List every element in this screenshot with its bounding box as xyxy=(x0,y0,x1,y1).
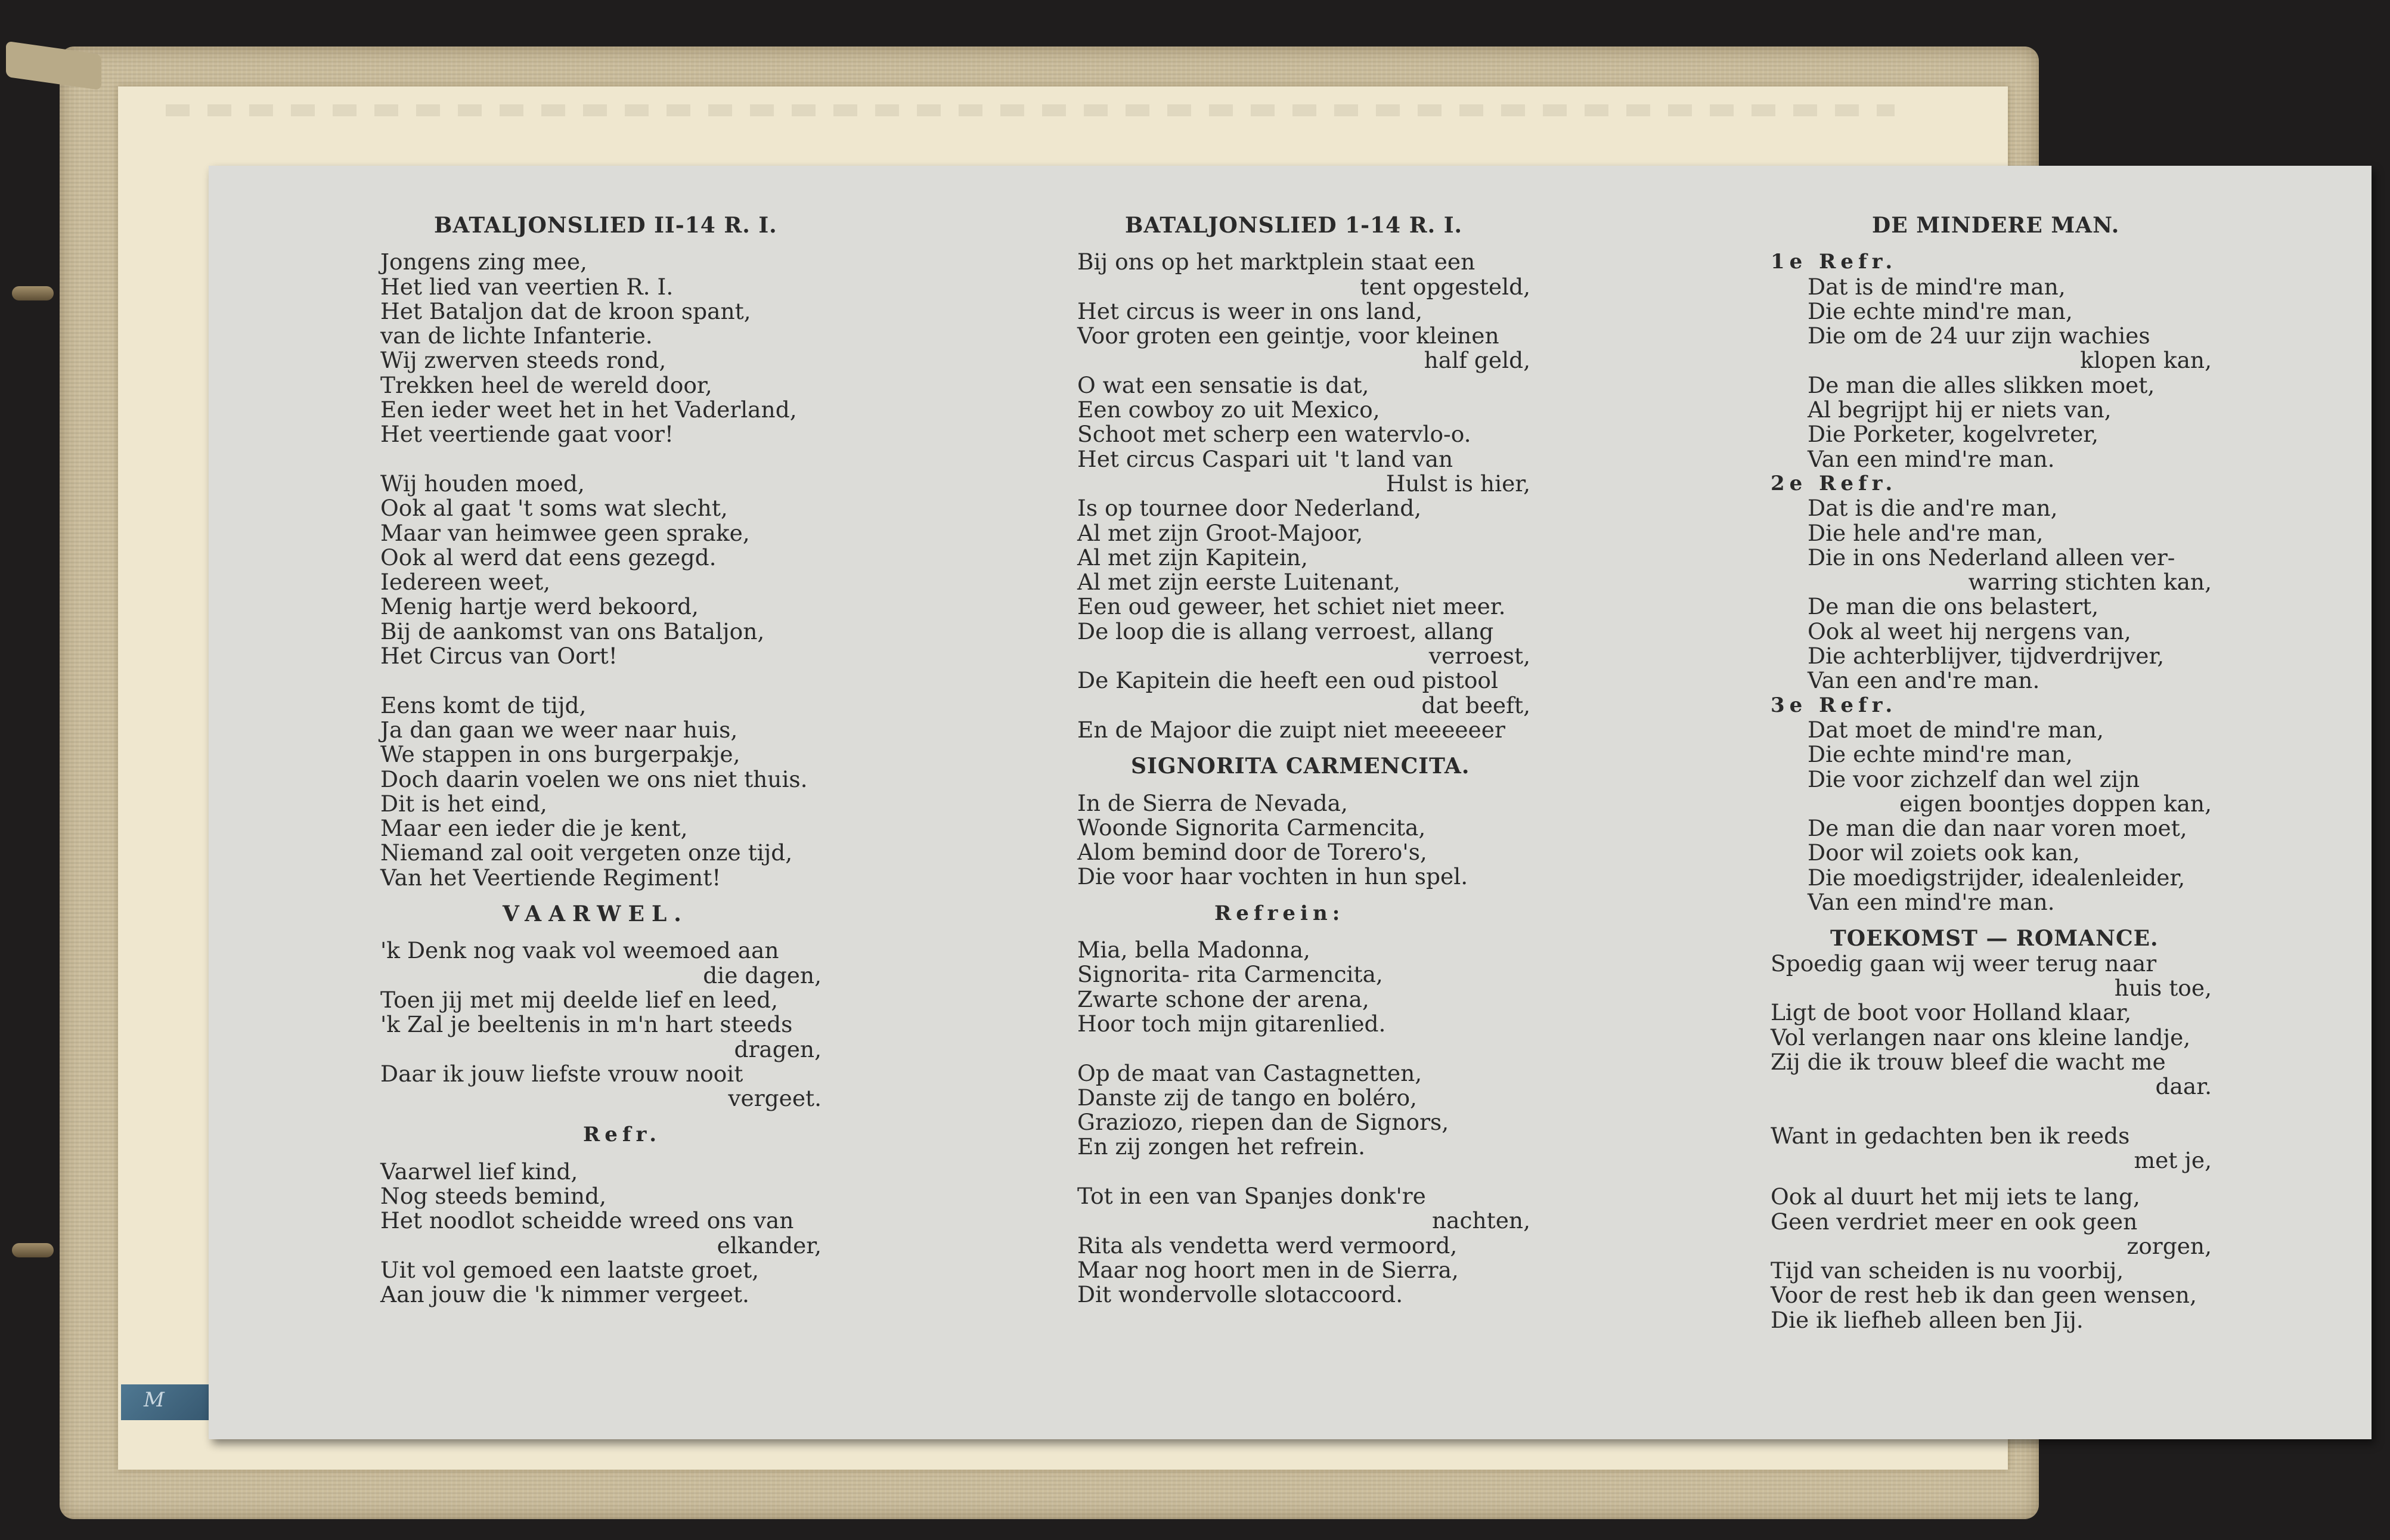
lyric-line: Schoot met scherp een watervlo-o. xyxy=(1077,421,1471,448)
lyric-line: De man die ons belastert, xyxy=(1808,593,2099,620)
lyric-line: dragen, xyxy=(734,1036,822,1062)
verse xyxy=(1077,791,1530,890)
lyric-line: Dat moet de mind're man, xyxy=(1808,716,2104,743)
lyric-line: Maar een ieder die je kent, xyxy=(380,815,688,842)
lyric-line: Is op tournee door Nederland, xyxy=(1077,495,1422,522)
refrain-title: 2e Refr. xyxy=(1771,471,1898,495)
lyric-line: Bij ons op het marktplein staat een xyxy=(1077,249,1475,275)
column-middle xyxy=(1077,213,1530,1307)
verse xyxy=(1077,1061,1530,1160)
lyric-line: Van een mind're man. xyxy=(1808,889,2055,916)
verse xyxy=(380,1160,822,1307)
lyric-line: Een ieder weet het in het Vaderland, xyxy=(380,396,797,423)
lyric-line: Ook al werd dat eens gezegd. xyxy=(380,544,717,571)
lyric-line: Die moedigstrijder, idealenleider, xyxy=(1808,864,2186,891)
lyric-line: Maar van heimwee geen sprake, xyxy=(380,519,750,546)
lyric-line: daar. xyxy=(2155,1073,2212,1100)
lyric-line: Zij die ik trouw bleef die wacht me xyxy=(1771,1048,2166,1075)
song-title: SIGNORITA CARMENCITA. xyxy=(1131,754,1470,779)
lyric-line: Jongens zing mee, xyxy=(380,249,587,275)
lyric-line: Al begrijpt hij er niets van, xyxy=(1808,396,2112,423)
lyric-line: Ook al gaat 't soms wat slecht, xyxy=(380,495,728,522)
lyric-line: huis toe, xyxy=(2114,974,2212,1001)
verse xyxy=(380,250,822,447)
verse xyxy=(380,938,822,1111)
lyric-line: Ook al weet hij nergens van, xyxy=(1808,618,2131,644)
lyric-line: warring stichten kan, xyxy=(1968,569,2212,596)
lyric-line: Die achterblijver, tijdverdrijver, xyxy=(1808,643,2165,670)
lyric-line: Voor groten een geintje, voor kleinen xyxy=(1077,323,1499,349)
lyric-line: Vaarwel lief kind, xyxy=(380,1158,578,1185)
lyric-line: Vol verlangen naar ons kleine landje, xyxy=(1771,1024,2191,1051)
lyric-line: En zij zongen het refrein. xyxy=(1077,1133,1366,1160)
lyric-line: De man die alles slikken moet, xyxy=(1808,371,2155,398)
lyric-line: Van een and're man. xyxy=(1808,667,2040,694)
lyric-line: Mia, bella Madonna, xyxy=(1077,937,1310,963)
lyric-line: nachten, xyxy=(1432,1207,1530,1234)
lyric-line: Die echte mind're man, xyxy=(1808,741,2073,768)
lyric-line: klopen kan, xyxy=(2080,347,2212,374)
lyric-line: Tot in een van Spanjes donk're xyxy=(1077,1182,1426,1209)
lyric-line: Het Circus van Oort! xyxy=(380,643,618,670)
lyric-line: Eens komt de tijd, xyxy=(380,692,587,718)
lyric-line: Ja dan gaan we weer naar huis, xyxy=(380,716,738,743)
lyric-line: Bij de aankomst van ons Bataljon, xyxy=(380,618,765,644)
verse xyxy=(1771,952,2212,1099)
lyric-line: Graziozo, riepen dan de Signors, xyxy=(1077,1109,1449,1136)
lyric-line: Uit vol gemoed een laatste groet, xyxy=(380,1256,760,1283)
lyric-line: 'k Denk nog vaak vol weemoed aan xyxy=(380,937,779,964)
verse xyxy=(1771,275,2212,472)
lyric-line: Die echte mind're man, xyxy=(1808,298,2073,324)
refrain-title: Refr. xyxy=(583,1123,662,1147)
verse xyxy=(1771,496,2212,693)
lyric-line: Wij zwerven steeds rond, xyxy=(380,347,667,374)
lyric-line: half geld, xyxy=(1424,347,1530,374)
lyric-line: tent opgesteld, xyxy=(1360,273,1530,300)
lyric-line: Al met zijn eerste Luitenant, xyxy=(1077,569,1400,596)
lyric-line: zorgen, xyxy=(2126,1232,2212,1259)
verse xyxy=(1771,1185,2212,1333)
lyric-line: De Kapitein die heeft een oud pistool xyxy=(1077,667,1498,694)
lyric-line: dat beeft, xyxy=(1421,692,1530,718)
lyric-line: Al met zijn Kapitein, xyxy=(1077,544,1308,571)
lyric-line: O wat een sensatie is dat, xyxy=(1077,371,1369,398)
lyric-line: die dagen, xyxy=(703,962,822,989)
binder-ring xyxy=(12,1243,54,1257)
lyric-line: Voor de rest heb ik dan geen wensen, xyxy=(1771,1282,2197,1309)
lyric-line: Wij houden moed, xyxy=(380,470,585,497)
lyric-line: Die hele and're man, xyxy=(1808,519,2044,546)
verse xyxy=(1077,1184,1530,1307)
lyric-line: Van een mind're man. xyxy=(1808,445,2055,472)
lyric-line: De loop die is allang verroest, allang xyxy=(1077,618,1494,644)
song-sheet xyxy=(209,166,2372,1439)
lyric-line: De man die dan naar voren moet, xyxy=(1808,815,2187,842)
lyric-line: Geen verdriet meer en ook geen xyxy=(1771,1208,2138,1235)
lyric-line: Op de maat van Castagnetten, xyxy=(1077,1059,1422,1086)
lyric-line: Dat is de mind're man, xyxy=(1808,273,2066,300)
song-title: VAARWEL. xyxy=(503,901,689,927)
lyric-line: Iedereen weet, xyxy=(380,569,551,596)
verse xyxy=(1077,250,1530,742)
verse xyxy=(1771,1124,2212,1173)
verse xyxy=(1077,938,1530,1036)
lyric-line: Dit wondervolle slotaccoord. xyxy=(1077,1281,1403,1308)
song-title: BATALJONSLIED 1-14 R. I. xyxy=(1125,213,1463,238)
lyric-line: met je, xyxy=(2134,1147,2212,1173)
song-title: TOEKOMST — ROMANCE. xyxy=(1830,926,2159,952)
lyric-line: elkander, xyxy=(717,1232,822,1259)
lyric-line: Die in ons Nederland alleen ver- xyxy=(1808,544,2175,571)
lyric-line: Een cowboy zo uit Mexico, xyxy=(1077,396,1380,423)
lyric-line: 'k Zal je beeltenis in m'n hart steeds xyxy=(380,1011,793,1038)
lyric-line: Alom bemind door de Torero's, xyxy=(1077,839,1427,866)
lyric-line: Menig hartje werd bekoord, xyxy=(380,593,699,620)
refrain-title: 1e Refr. xyxy=(1771,250,1898,274)
lyric-line: Hoor toch mijn gitarenlied. xyxy=(1077,1010,1386,1037)
lyric-line: Die ik liefheb alleen ben Jij. xyxy=(1771,1306,2084,1333)
lyric-line: Al met zijn Groot-Majoor, xyxy=(1077,519,1363,546)
lyric-line: Woonde Signorita Carmencita, xyxy=(1077,814,1426,841)
lyric-line: Spoedig gaan wij weer terug naar xyxy=(1771,950,2157,977)
lyric-line: Doch daarin voelen we ons niet thuis. xyxy=(380,766,808,792)
lyric-line: Die Porketer, kogelvreter, xyxy=(1808,421,2098,448)
song-title: DE MINDERE MAN. xyxy=(1872,213,2120,238)
lyric-line: Ook al duurt het mij iets te lang, xyxy=(1771,1183,2140,1210)
lyric-line: Tijd van scheiden is nu voorbij, xyxy=(1771,1257,2124,1284)
lyric-line: Rita als vendetta werd vermoord, xyxy=(1077,1232,1458,1259)
lyric-line: Hulst is hier, xyxy=(1385,470,1530,497)
lyric-line: We stappen in ons burgerpakje, xyxy=(380,741,740,768)
lyric-line: Dat is die and're man, xyxy=(1808,495,2058,522)
lyric-line: Het lied van veertien R. I. xyxy=(380,273,674,300)
lyric-line: Niemand zal ooit vergeten onze tijd, xyxy=(380,839,793,866)
lyric-line: En de Majoor die zuipt niet meeeeeer xyxy=(1077,716,1505,743)
lyric-line: Toen jij met mij deelde lief en leed, xyxy=(380,986,778,1013)
lyric-line: Danste zij de tango en boléro, xyxy=(1077,1084,1417,1111)
verse xyxy=(380,693,822,890)
lyric-line: Ligt de boot voor Holland klaar, xyxy=(1771,999,2132,1026)
lyric-line: verroest, xyxy=(1428,643,1530,670)
lyric-line: Signorita- rita Carmencita, xyxy=(1077,961,1383,988)
lyric-line: Het noodlot scheidde wreed ons van xyxy=(380,1207,794,1234)
verse xyxy=(380,472,822,668)
lyric-line: Die voor zichzelf dan wel zijn xyxy=(1808,766,2140,792)
refrain-title: Refrein: xyxy=(1214,901,1345,925)
lyric-line: Maar nog hoort men in de Sierra, xyxy=(1077,1256,1459,1283)
lyric-line: Trekken heel de wereld door, xyxy=(380,371,712,398)
lyric-line: Die voor haar vochten in hun spel. xyxy=(1077,863,1468,890)
lyric-line: Want in gedachten ben ik reeds xyxy=(1771,1122,2130,1149)
lyric-line: Een oud geweer, het schiet niet meer. xyxy=(1077,593,1506,620)
binder-ring xyxy=(12,286,54,300)
lyric-line: Van het Veertiende Regiment! xyxy=(380,864,721,891)
lyric-line: Die om de 24 uur zijn wachies xyxy=(1808,323,2150,349)
lyric-line: vergeet. xyxy=(728,1085,822,1112)
column-left xyxy=(380,213,822,1307)
lyric-line: In de Sierra de Nevada, xyxy=(1077,789,1348,816)
lyric-line: Het circus is weer in ons land, xyxy=(1077,298,1422,324)
lyric-line: eigen boontjes doppen kan, xyxy=(1899,790,2212,817)
lyric-line: Daar ik jouw liefste vrouw nooit xyxy=(380,1060,743,1087)
lyric-line: Het Bataljon dat de kroon spant, xyxy=(380,298,751,324)
lyric-line: van de lichte Infanterie. xyxy=(380,323,653,349)
lyric-line: Nog steeds bemind, xyxy=(380,1182,607,1209)
column-right xyxy=(1771,213,2212,1333)
verse xyxy=(1771,718,2212,915)
lyric-line: Door wil zoiets ook kan, xyxy=(1808,839,2080,866)
stamp-text: M xyxy=(144,1388,165,1412)
song-title: BATALJONSLIED II-14 R. I. xyxy=(434,213,777,238)
lyric-line: Aan jouw die 'k nimmer vergeet. xyxy=(380,1281,749,1308)
lyric-line: Het veertiende gaat voor! xyxy=(380,421,674,448)
lyric-line: Dit is het eind, xyxy=(380,790,547,817)
lyric-line: Het circus Caspari uit 't land van xyxy=(1077,445,1453,472)
lyric-line: Zwarte schone der arena, xyxy=(1077,986,1369,1012)
refrain-title: 3e Refr. xyxy=(1771,693,1898,717)
